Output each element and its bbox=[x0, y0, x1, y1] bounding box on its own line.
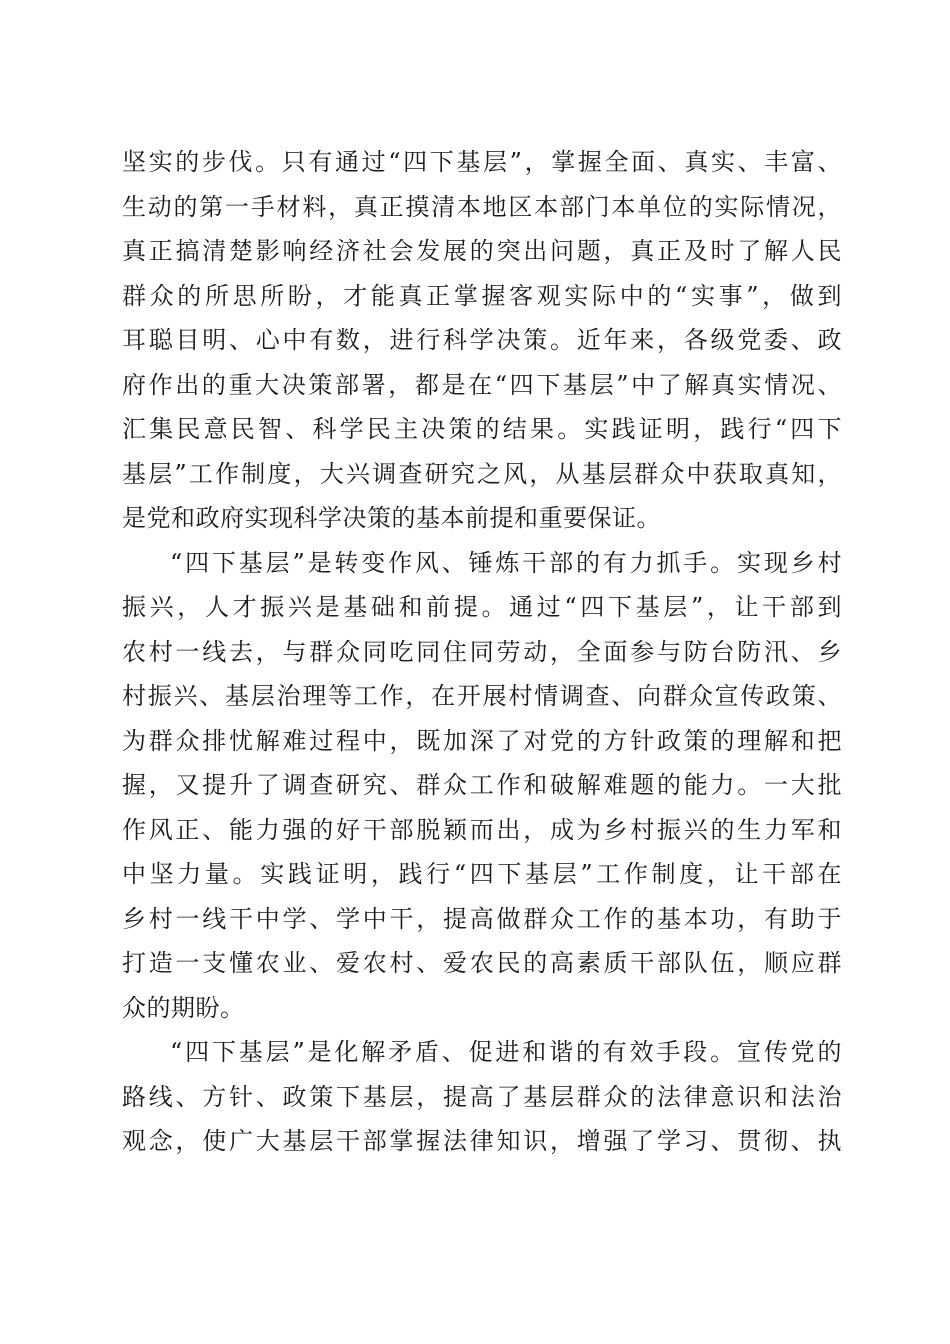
text-line: 基层”工作制度，大兴调查研究之风，从基层群众中获取真知， bbox=[122, 459, 842, 488]
text-line: 耳聪目明、心中有数，进行科学决策。近年来，各级党委、政 bbox=[122, 326, 842, 354]
text-line: 农村一线去，与群众同吃同住同劳动，全面参与防台防汛、乡 bbox=[122, 637, 842, 666]
text-line: 汇集民意民智、科学民主决策的结果。实践证明，践行“四下 bbox=[122, 415, 842, 443]
text-line: 观念，使广大基层干部掌握法律知识，增强了学习、贯彻、执 bbox=[122, 1127, 842, 1155]
text-line: 握，又提升了调查研究、群众工作和破解难题的能力。一大批 bbox=[122, 771, 842, 799]
text-line: 是党和政府实现科学决策的基本前提和重要保证。 bbox=[122, 504, 661, 532]
text-line: 群众的所思所盼，才能真正掌握客观实际中的“实事”，做到 bbox=[122, 281, 842, 310]
text-line: 作风正、能力强的好干部脱颖而出，成为乡村振兴的生力军和 bbox=[122, 815, 842, 844]
body-text bbox=[122, 140, 842, 1164]
text-line: 真正搞清楚影响经济社会发展的突出问题，真正及时了解人民 bbox=[122, 237, 842, 265]
text-line: 为群众排忧解难过程中，既加深了对党的方针政策的理解和把 bbox=[122, 726, 842, 755]
text-line: “四下基层”是化解矛盾、促进和谐的有效手段。宣传党的 bbox=[170, 1038, 842, 1066]
text-line: 坚实的步伐。只有通过“四下基层”，掌握全面、真实、丰富、 bbox=[122, 148, 842, 176]
text-line: 打造一支懂农业、爱农村、爱农民的高素质干部队伍，顺应群 bbox=[122, 949, 842, 977]
text-line: 村振兴、基层治理等工作，在开展村情调查、向群众宣传政策、 bbox=[122, 682, 842, 710]
text-line: 振兴，人才振兴是基础和前提。通过“四下基层”，让干部到 bbox=[122, 593, 842, 621]
text-line: 府作出的重大决策部署，都是在“四下基层”中了解真实情况、 bbox=[122, 370, 842, 399]
text-line: “四下基层”是转变作风、锤炼干部的有力抓手。实现乡村 bbox=[170, 548, 842, 577]
text-line: 众的期盼。 bbox=[122, 993, 245, 1022]
text-line: 生动的第一手材料，真正摸清本地区本部门本单位的实际情况， bbox=[122, 192, 842, 221]
text-line: 乡村一线干中学、学中干，提高做群众工作的基本功，有助于 bbox=[122, 904, 842, 933]
text-line: 中坚力量。实践证明，践行“四下基层”工作制度，让干部在 bbox=[122, 860, 842, 888]
text-line: 路线、方针、政策下基层，提高了基层群众的法律意识和法治 bbox=[122, 1082, 842, 1111]
